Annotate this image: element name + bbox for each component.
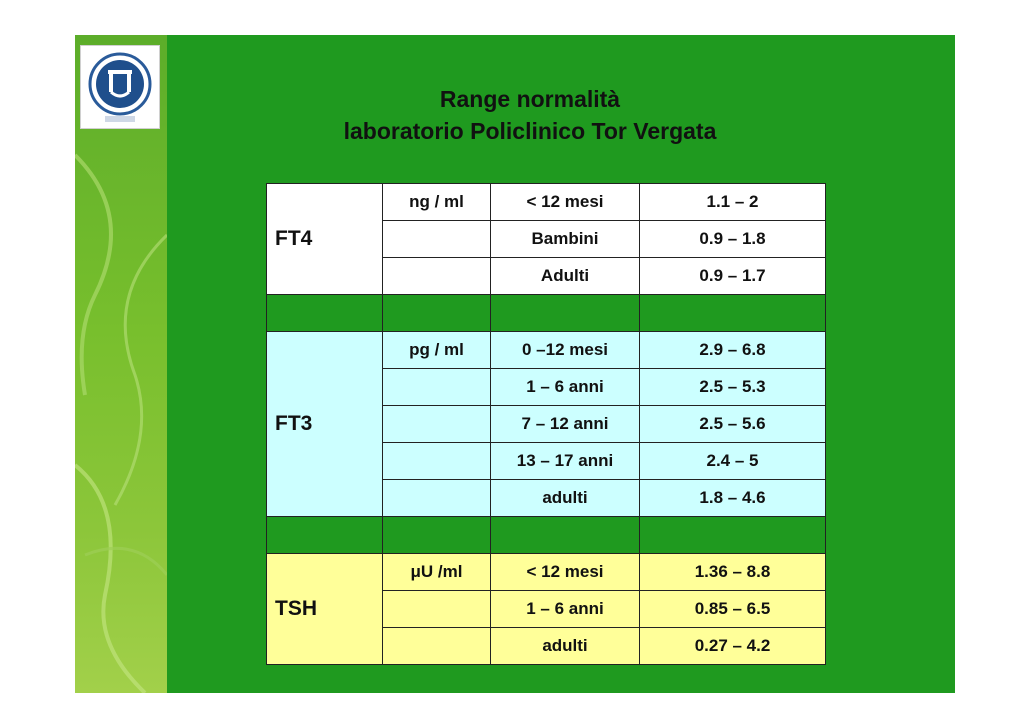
unit-cell: ng / ml	[383, 184, 491, 221]
unit-cell	[383, 591, 491, 628]
unit-cell	[383, 443, 491, 480]
title-line-2: laboratorio Policlinico Tor Vergata	[343, 118, 717, 144]
unit-cell	[383, 480, 491, 517]
age-cell: Bambini	[491, 221, 640, 258]
age-cell: Adulti	[491, 258, 640, 295]
university-seal-icon	[81, 46, 159, 128]
unit-cell	[383, 258, 491, 295]
group-label-ft3: FT3	[267, 406, 383, 443]
age-cell: 0 –12 mesi	[491, 332, 640, 369]
range-cell: 2.4 – 5	[640, 443, 826, 480]
age-cell: < 12 mesi	[491, 554, 640, 591]
table-row	[267, 258, 826, 295]
range-cell: 1.8 – 4.6	[640, 480, 826, 517]
range-cell: 2.5 – 5.3	[640, 369, 826, 406]
table-row	[267, 554, 826, 591]
group-label-ft4: FT4	[267, 221, 383, 258]
range-cell: 0.27 – 4.2	[640, 628, 826, 665]
title-line-1: Range normalità	[439, 86, 621, 112]
range-cell: 1.36 – 8.8	[640, 554, 826, 591]
range-cell: 0.9 – 1.7	[640, 258, 826, 295]
age-cell: adulti	[491, 480, 640, 517]
age-cell: 1 – 6 anni	[491, 591, 640, 628]
range-cell: 2.5 – 5.6	[640, 406, 826, 443]
decorative-leaf-band	[75, 35, 167, 693]
separator-row	[267, 295, 826, 332]
unit-cell	[383, 406, 491, 443]
age-cell: 13 – 17 anni	[491, 443, 640, 480]
age-cell: 7 – 12 anni	[491, 406, 640, 443]
table-row	[267, 443, 826, 480]
reference-ranges-table	[266, 183, 826, 665]
age-cell: 1 – 6 anni	[491, 369, 640, 406]
unit-cell: μU /ml	[383, 554, 491, 591]
table-row	[267, 628, 826, 665]
unit-cell	[383, 369, 491, 406]
unit-cell	[383, 628, 491, 665]
table-row	[267, 591, 826, 628]
separator-row	[267, 517, 826, 554]
leaf-pattern-icon	[75, 35, 167, 693]
logo	[80, 45, 160, 129]
range-cell: 2.9 – 6.8	[640, 332, 826, 369]
unit-cell: pg / ml	[383, 332, 491, 369]
age-cell: < 12 mesi	[491, 184, 640, 221]
range-cell: 0.85 – 6.5	[640, 591, 826, 628]
unit-cell	[383, 221, 491, 258]
slide	[75, 35, 955, 693]
range-cell: 0.9 – 1.8	[640, 221, 826, 258]
table-row	[267, 480, 826, 517]
table-row	[267, 221, 826, 258]
table-row	[267, 332, 826, 369]
table-row	[267, 369, 826, 406]
range-cell: 1.1 – 2	[640, 184, 826, 221]
age-cell: adulti	[491, 628, 640, 665]
table-row	[267, 184, 826, 221]
table-row	[267, 406, 826, 443]
group-label-tsh: TSH	[267, 591, 383, 628]
slide-title	[285, 83, 775, 147]
